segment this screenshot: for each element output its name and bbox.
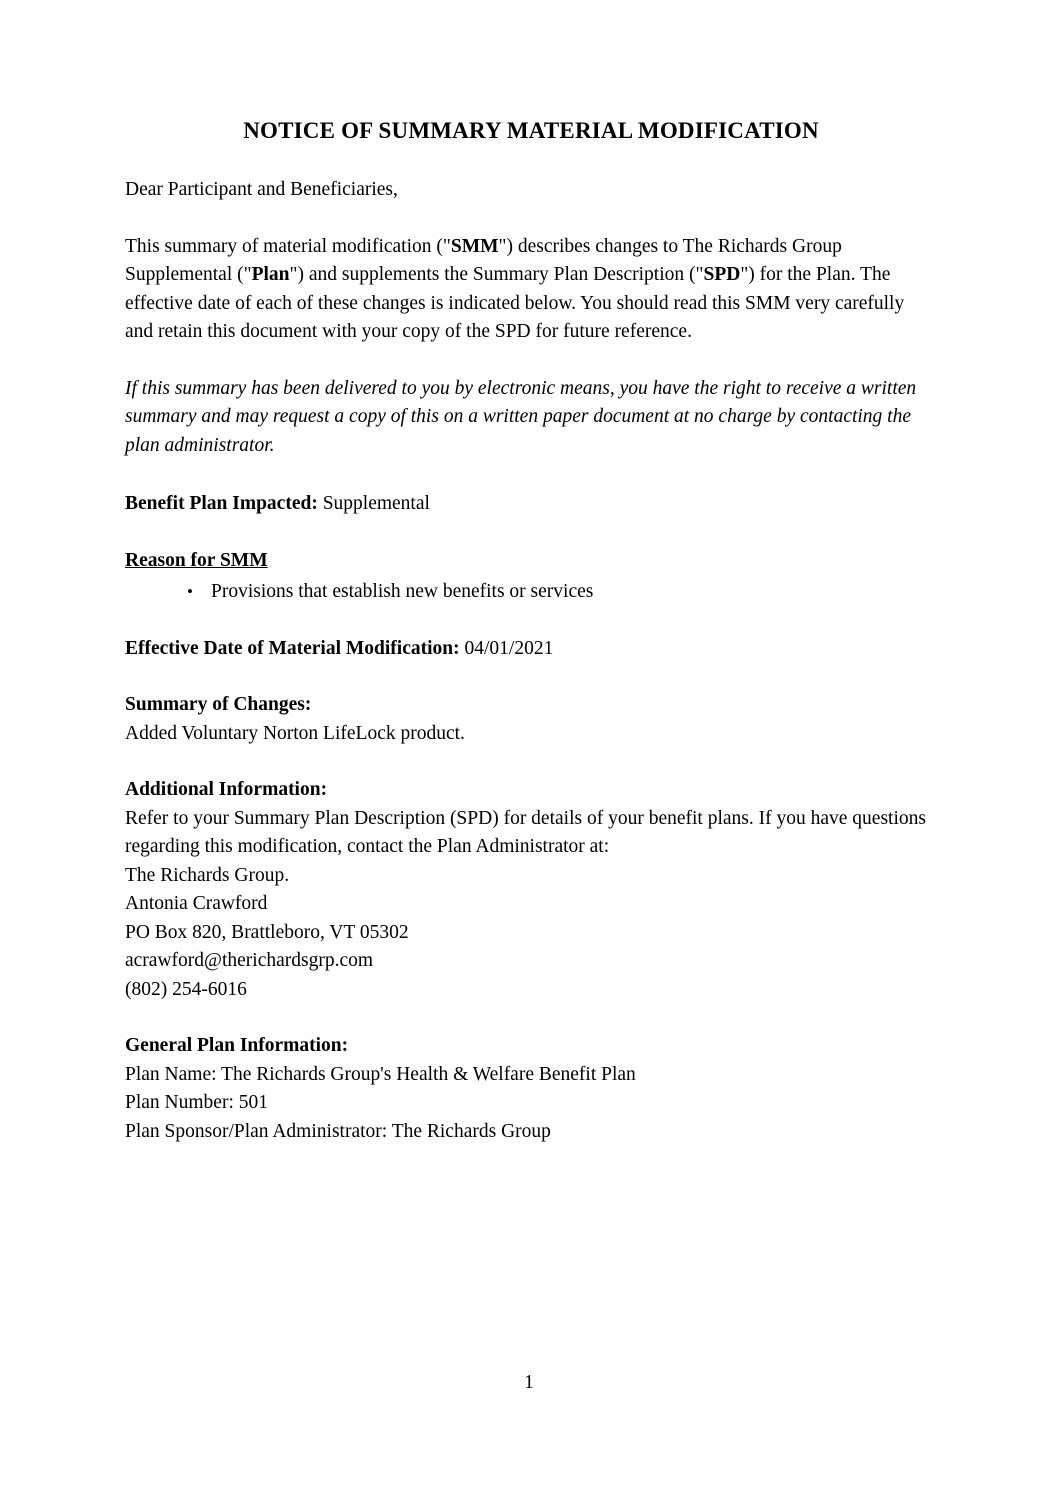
summary-of-changes-section — [125, 691, 937, 748]
additional-information-body: Refer to your Summary Plan Description (SPD) for details of your benefit plans. If you have questions regarding this modification, contact the Plan Administrator at: — [125, 807, 926, 857]
effective-date-label: Effective Date of Material Modification: — [125, 637, 460, 659]
intro-paragraph — [125, 233, 937, 347]
intro-seg1: This summary of material modification (" — [125, 235, 451, 257]
bullet-icon: • — [187, 582, 193, 601]
reason-for-smm-heading: Reason for SMM — [125, 549, 268, 571]
benefit-plan-impacted-line — [125, 490, 937, 519]
additional-information-heading: Additional Information: — [125, 779, 328, 800]
reason-for-smm-section — [125, 547, 937, 607]
summary-of-changes-heading: Summary of Changes: — [125, 694, 312, 715]
contact-phone: (802) 254-6016 — [125, 978, 247, 1000]
intro-term-smm: SMM — [450, 235, 499, 257]
intro-seg3: ") and supplements the Summary Plan Description (" — [289, 264, 704, 285]
contact-email: acrawford@therichardsgrp.com — [125, 950, 374, 971]
general-plan-information-section — [125, 1032, 937, 1146]
contact-person: Antonia Crawford — [125, 893, 268, 914]
document-title: NOTICE OF SUMMARY MATERIAL MODIFICATION — [243, 118, 819, 143]
reason-bullet-item — [187, 578, 937, 607]
plan-sponsor-line: Plan Sponsor/Plan Administrator: The Richards Group — [125, 1120, 551, 1142]
effective-date-line — [125, 635, 937, 664]
contact-address: PO Box 820, Brattleboro, VT 05302 — [125, 921, 409, 943]
effective-date-value: 04/01/2021 — [459, 637, 554, 659]
plan-name-line: Plan Name: The Richards Group's Health & Welfare Benefit Plan — [125, 1063, 636, 1085]
general-plan-information-heading: General Plan Information: — [125, 1035, 349, 1056]
intro-term-spd: SPD — [703, 264, 741, 285]
reason-bullet-text: Provisions that establish new benefits or services — [211, 581, 594, 602]
benefit-plan-impacted-value: Supplemental — [317, 493, 430, 514]
intro-seg4: ") for the Plan. The effective date of each of these changes is indicated below. You should read this SMM very carefully and retain this document with your copy of the SPD for future reference. — [125, 264, 905, 342]
electronic-delivery-notice: If this summary has been delivered to you by electronic means, you have the right to receive a written summary and may request a copy of this on a written paper document at no charge by contacting the plan administrator. — [125, 377, 917, 456]
additional-information-section — [125, 776, 937, 1004]
contact-organization: The Richards Group. — [125, 864, 290, 886]
page-number: 1 — [524, 1372, 534, 1393]
salutation: Dear Participant and Beneficiaries, — [125, 179, 398, 200]
plan-number-line: Plan Number: 501 — [125, 1092, 268, 1113]
intro-seg2: ") describes changes to The Richards Group Supplemental (" — [125, 235, 842, 285]
benefit-plan-impacted-label: Benefit Plan Impacted: — [125, 493, 318, 514]
summary-of-changes-body: Added Voluntary Norton LifeLock product. — [125, 722, 465, 744]
intro-term-plan: Plan — [251, 264, 290, 285]
